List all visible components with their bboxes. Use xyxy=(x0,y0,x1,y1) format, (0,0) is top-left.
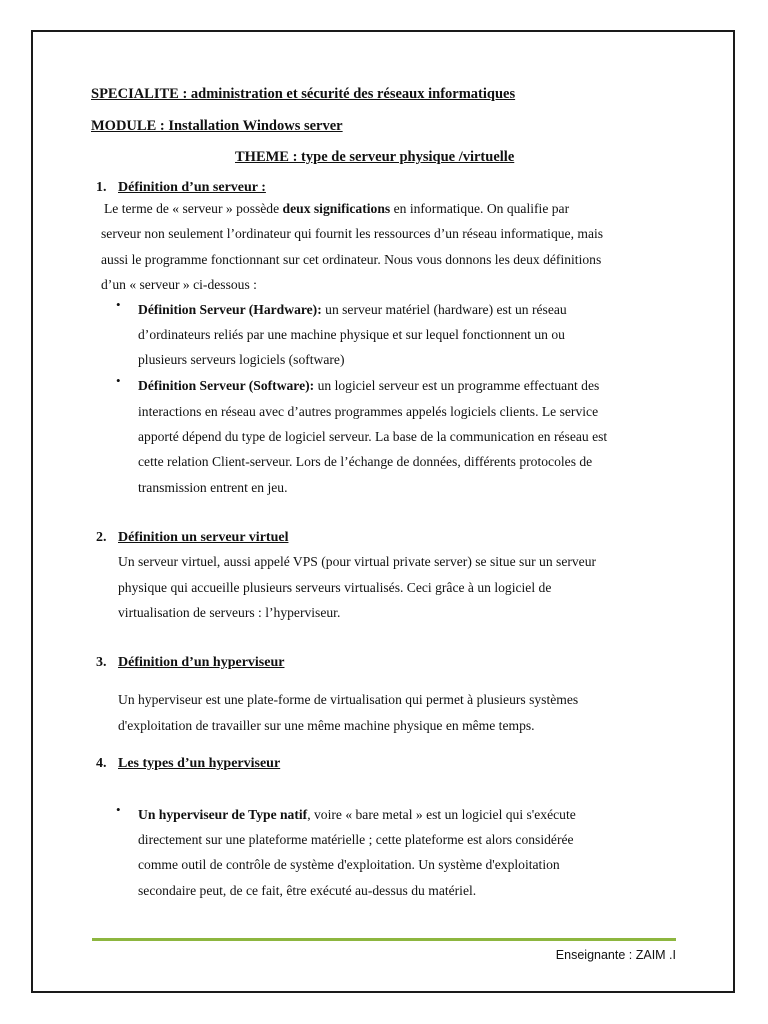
section-2-line: Un serveur virtuel, aussi appelé VPS (pour virtual private server) se situe sur un serveur xyxy=(118,554,597,569)
bullet-line: d’ordinateurs reliés par une machine physique et sur lequel fonctionnent un ou xyxy=(138,327,565,342)
bullet-icon: • xyxy=(116,297,121,312)
bullet-icon: • xyxy=(116,373,121,388)
section-number: 2. xyxy=(96,530,107,545)
section-number: 3. xyxy=(96,655,107,670)
section-title: Définition un serveur virtuel xyxy=(118,530,289,545)
bullet-line: transmission entrent en jeu. xyxy=(138,480,288,495)
bullet-icon: • xyxy=(116,802,121,817)
section-1-line: aussi le programme fonctionnant sur cet ordinateur. Nous vous donnons les deux définitions xyxy=(101,252,602,267)
text-run: un logiciel serveur est un programme effectuant des xyxy=(314,378,600,393)
text-run: Le terme de « serveur » possède xyxy=(104,201,283,216)
bold-text: Définition Serveur (Software): xyxy=(138,378,315,393)
section-1-heading xyxy=(96,180,266,196)
specialite-heading: SPECIALITE : administration et sécurité des réseaux informatiques xyxy=(91,86,516,102)
section-1-line: serveur non seulement l’ordinateur qui fournit les ressources d’un réseau informatique, mais xyxy=(101,226,604,241)
bullet-line xyxy=(138,297,567,323)
section-1-line xyxy=(104,196,569,222)
bullet-line: cette relation Client-serveur. Lors de l’échange de données, différents protocoles de xyxy=(138,454,593,469)
bullet-line xyxy=(138,802,576,828)
bullet-line xyxy=(138,373,599,399)
section-3-heading xyxy=(96,655,284,671)
section-2-line: virtualisation de serveurs : l’hyperviseur. xyxy=(118,605,341,620)
bullet-line: interactions en réseau avec d’autres programmes appelés logiciels clients. Le service xyxy=(138,404,599,419)
bold-text: deux significations xyxy=(282,201,391,216)
section-2-heading xyxy=(96,530,288,546)
bullet-line: comme outil de contrôle de système d'exploitation. Un système d'exploitation xyxy=(138,857,560,872)
bold-text: Un hyperviseur de Type natif xyxy=(138,807,308,822)
text-run: un serveur matériel (hardware) est un réseau xyxy=(321,302,567,317)
footer-author: Enseignante : ZAIM .I xyxy=(555,948,676,962)
section-2-line: physique qui accueille plusieurs serveurs virtualisés. Ceci grâce à un logiciel de xyxy=(118,580,552,595)
section-number: 4. xyxy=(96,756,107,771)
bullet-line: plusieurs serveurs logiciels (software) xyxy=(138,352,345,367)
section-title: Définition d’un hyperviseur xyxy=(118,655,285,670)
footer-divider xyxy=(92,938,676,941)
section-4-heading xyxy=(96,756,280,772)
text-run: , voire « bare metal » est un logiciel qui s'exécute xyxy=(307,807,576,822)
section-3-line: Un hyperviseur est une plate-forme de virtualisation qui permet à plusieurs systèmes xyxy=(118,692,579,707)
bold-text: Définition Serveur (Hardware): xyxy=(138,302,322,317)
section-3-line: d'exploitation de travailler sur une même machine physique en même temps. xyxy=(118,718,535,733)
bullet-line: apporté dépend du type de logiciel serveur. La base de la communication en réseau est xyxy=(138,429,608,444)
theme-heading: THEME : type de serveur physique /virtuelle xyxy=(235,149,515,165)
section-title: Définition d’un serveur : xyxy=(118,180,266,195)
section-title: Les types d’un hyperviseur xyxy=(118,756,281,771)
bullet-line: secondaire peut, de ce fait, être exécuté au-dessus du matériel. xyxy=(138,883,477,898)
section-number: 1. xyxy=(96,180,107,195)
bullet-line: directement sur une plateforme matérielle ; cette plateforme est alors considérée xyxy=(138,832,574,847)
section-1-line: d’un « serveur » ci-dessous : xyxy=(101,277,257,292)
module-heading: MODULE : Installation Windows server xyxy=(91,118,343,134)
text-run: en informatique. On qualifie par xyxy=(390,201,570,216)
